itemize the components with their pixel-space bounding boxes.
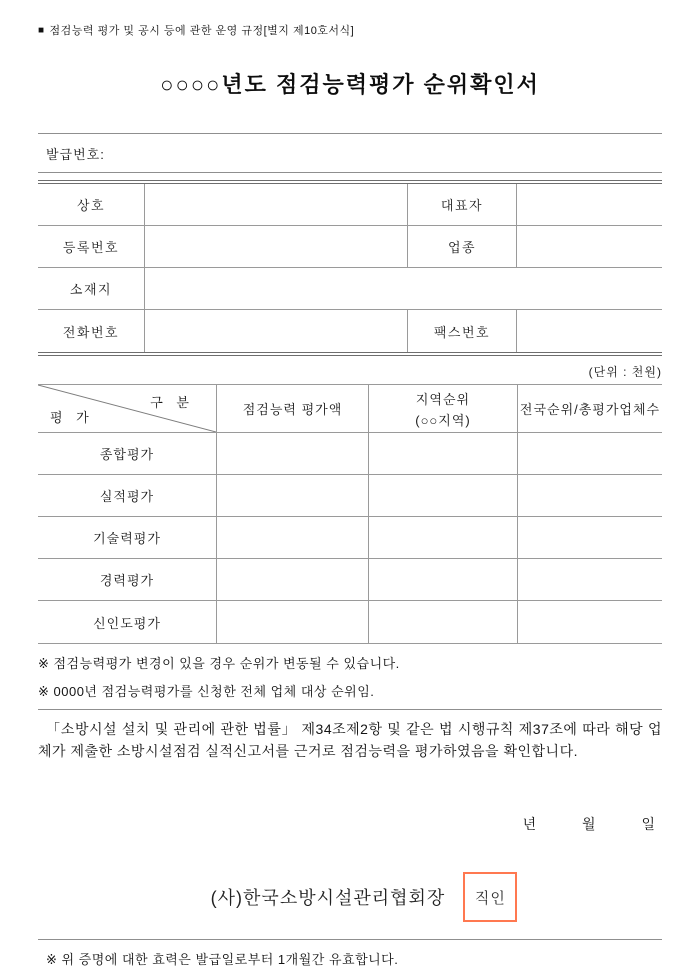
business-type-value [517, 226, 662, 268]
credibility-amount-value [217, 601, 369, 643]
phone-number-value [145, 310, 408, 352]
fax-number-value [517, 310, 662, 352]
evaluation-table [38, 384, 662, 644]
career-national-value [518, 559, 662, 601]
company-name-label: 상호 [38, 184, 145, 226]
career-amount-value [217, 559, 369, 601]
divider-line [38, 709, 662, 710]
row-label-performance: 실적평가 [38, 475, 217, 517]
note-rank-change: ※ 점검능력평가 변경이 있을 경우 순위가 변동될 수 있습니다. [38, 656, 400, 671]
row-label-overall: 종합평가 [38, 433, 217, 475]
official-seal-box [463, 872, 517, 922]
regional-rank-line1: 지역순위 [415, 391, 471, 407]
unit-note: (단위 : 천원) [588, 365, 662, 379]
issuer-name: (사)한국소방시설관리협회장 [210, 888, 446, 908]
diagonal-header-evaluation: 평 가 [50, 410, 90, 425]
company-name-value [145, 184, 408, 226]
square-bullet-icon: ■ [38, 24, 45, 36]
date-day-label: 일 [641, 816, 656, 832]
issue-number-band [38, 133, 662, 173]
career-regional-value [369, 559, 518, 601]
technical-amount-value [217, 517, 369, 559]
overall-regional-value [369, 433, 518, 475]
phone-number-label: 전화번호 [38, 310, 145, 352]
row-label-technical: 기술력평가 [38, 517, 217, 559]
date-month-label: 월 [582, 816, 597, 832]
company-info-table [38, 180, 662, 356]
validity-note: ※ 위 증명에 대한 효력은 발급일로부터 1개월간 유효합니다. [46, 952, 399, 967]
regulation-note [38, 22, 662, 38]
performance-national-value [518, 475, 662, 517]
diagonal-header-category: 구 분 [150, 395, 190, 410]
page-title: ○○○○년도 점검능력평가 순위확인서 [160, 72, 540, 97]
technical-national-value [518, 517, 662, 559]
column-header-evaluation-amount: 점검능력 평가액 [217, 385, 369, 433]
performance-regional-value [369, 475, 518, 517]
signature-row [38, 872, 662, 922]
note-rank-scope: ※ 0000년 점검능력평가를 신청한 전체 업체 대상 순위임. [38, 684, 375, 699]
column-header-regional-rank [369, 385, 518, 433]
performance-amount-value [217, 475, 369, 517]
representative-label: 대표자 [408, 184, 517, 226]
footer-divider-line [38, 939, 662, 940]
registration-number-label: 등록번호 [38, 226, 145, 268]
row-label-career: 경력평가 [38, 559, 217, 601]
technical-regional-value [369, 517, 518, 559]
address-label: 소재지 [38, 268, 145, 310]
credibility-regional-value [369, 601, 518, 643]
representative-value [517, 184, 662, 226]
registration-number-value [145, 226, 408, 268]
business-type-label: 업종 [408, 226, 517, 268]
address-value [145, 268, 662, 310]
diagonal-header-cell [38, 385, 217, 433]
regulation-note-text: 점검능력 평가 및 공시 등에 관한 운영 규정[별지 제10호서식] [49, 25, 355, 37]
date-line [38, 814, 662, 834]
row-label-credibility: 신인도평가 [38, 601, 217, 643]
issue-number-label: 발급번호: [46, 146, 105, 162]
official-seal-label: 직인 [474, 889, 506, 907]
overall-amount-value [217, 433, 369, 475]
notes-section [38, 653, 662, 700]
date-year-label: 년 [522, 816, 538, 832]
credibility-national-value [518, 601, 662, 643]
fax-number-label: 팩스번호 [408, 310, 517, 352]
column-header-national-rank: 전국순위/총평가업체수 [518, 385, 662, 433]
certification-statement: 「소방시설 설치 및 관리에 관한 법률」 제34조제2항 및 같은 법 시행규칙 제37조에 따라 해당 업체가 제출한 소방시설점검 실적신고서를 근거로 점검능력을 평가하였음을 확인합니다. [38, 721, 662, 759]
overall-national-value [518, 433, 662, 475]
regional-rank-line2: (○○지역) [415, 412, 471, 428]
